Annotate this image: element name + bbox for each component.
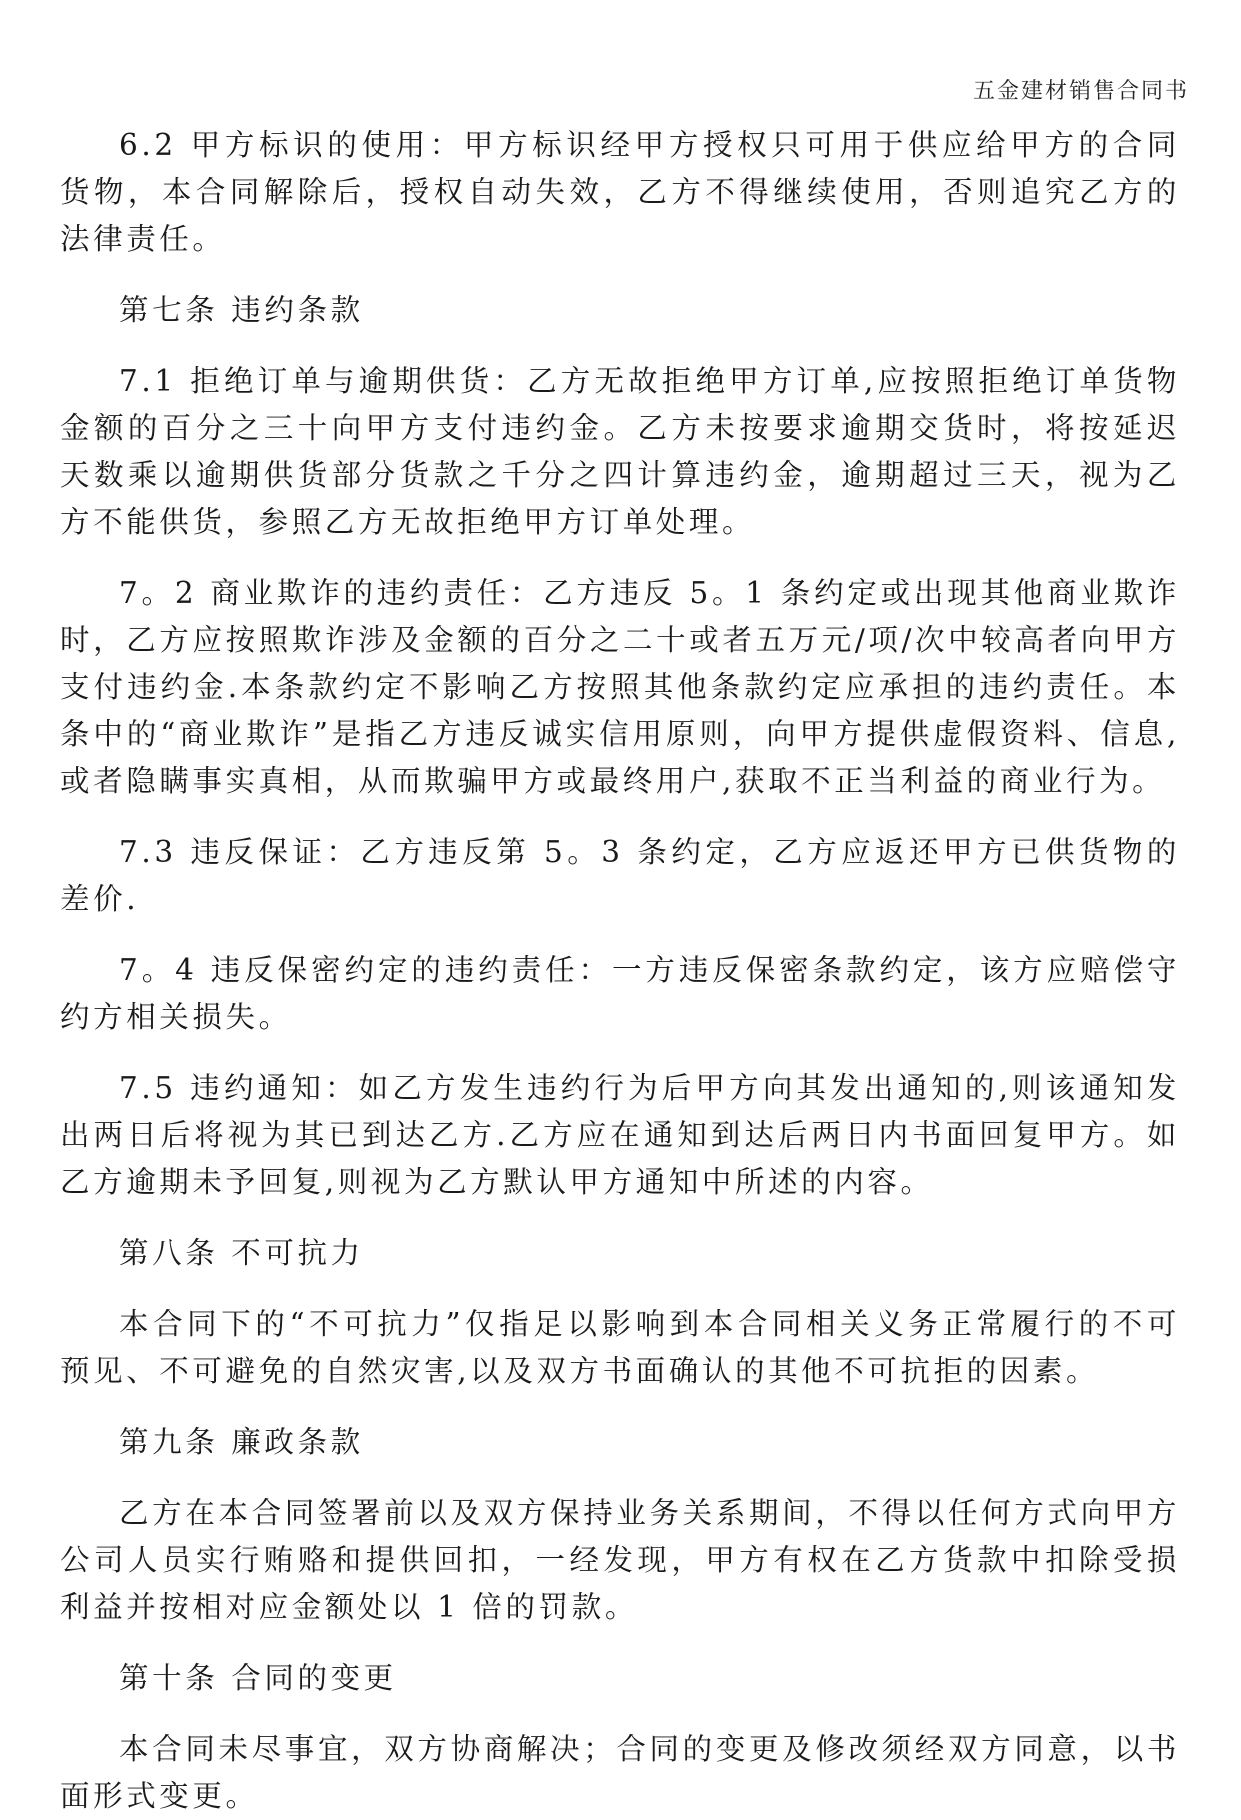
article-9-heading: 第九条 廉政条款 xyxy=(119,1425,364,1459)
article-8-heading: 第八条 不可抗力 xyxy=(119,1236,364,1270)
article-10-heading: 第十条 合同的变更 xyxy=(119,1661,397,1695)
clause-7-2: 7。2 商业欺诈的违约责任：乙方违反 5。1 条约定或出现其他商业欺诈时，乙方应按照欺诈涉及金额的百分之二十或者五万元/项/次中较高者向甲方支付违约金.本条款约定不影响乙方按照其他条款约定应承担的违约责任。本条中的“商业欺诈”是指乙方违反诚实信用原则，向甲方提供虚假资料、信息,或者隐瞒事实真相，从而欺骗甲方或最终用户,获取不正当利益的商业行为。 xyxy=(60,576,1180,798)
document-body xyxy=(60,122,1180,1820)
clause-6-2: 6.2 甲方标识的使用：甲方标识经甲方授权只可用于供应给甲方的合同货物，本合同解除后，授权自动失效，乙方不得继续使用，否则追究乙方的法律责任。 xyxy=(60,128,1180,256)
force-majeure-paragraph: 本合同下的“不可抗力”仅指足以影响到本合同相关义务正常履行的不可预见、不可避免的自然灾害,以及双方书面确认的其他不可抗拒的因素。 xyxy=(60,1307,1180,1388)
integrity-paragraph: 乙方在本合同签署前以及双方保持业务关系期间，不得以任何方式向甲方公司人员实行贿赂和提供回扣，一经发现，甲方有权在乙方货款中扣除受损利益并按相对应金额处以 1 倍的罚款。 xyxy=(60,1496,1180,1624)
article-7-heading: 第七条 违约条款 xyxy=(119,293,364,327)
clause-7-4: 7。4 违反保密约定的违约责任：一方违反保密条款约定，该方应赔偿守约方相关损失。 xyxy=(60,953,1180,1034)
clause-7-1: 7.1 拒绝订单与逾期供货：乙方无故拒绝甲方订单,应按照拒绝订单货物金额的百分之三十向甲方支付违约金。乙方未按要求逾期交货时，将按延迟天数乘以逾期供货部分货款之千分之四计算违约金，逾期超过三天，视为乙方不能供货，参照乙方无故拒绝甲方订单处理。 xyxy=(60,364,1180,539)
running-header: 五金建材销售合同书 xyxy=(972,79,1189,104)
amendment-paragraph: 本合同未尽事宜，双方协商解决；合同的变更及修改须经双方同意，以书面形式变更。 xyxy=(60,1732,1180,1813)
clause-7-5: 7.5 违约通知：如乙方发生违约行为后甲方向其发出通知的,则该通知发出两日后将视为其已到达乙方.乙方应在通知到达后两日内书面回复甲方。如乙方逾期未予回复,则视为乙方默认甲方通知中所述的内容。 xyxy=(60,1071,1180,1199)
clause-7-3: 7.3 违反保证：乙方违反第 5。3 条约定，乙方应返还甲方已供货物的差价. xyxy=(60,835,1180,916)
